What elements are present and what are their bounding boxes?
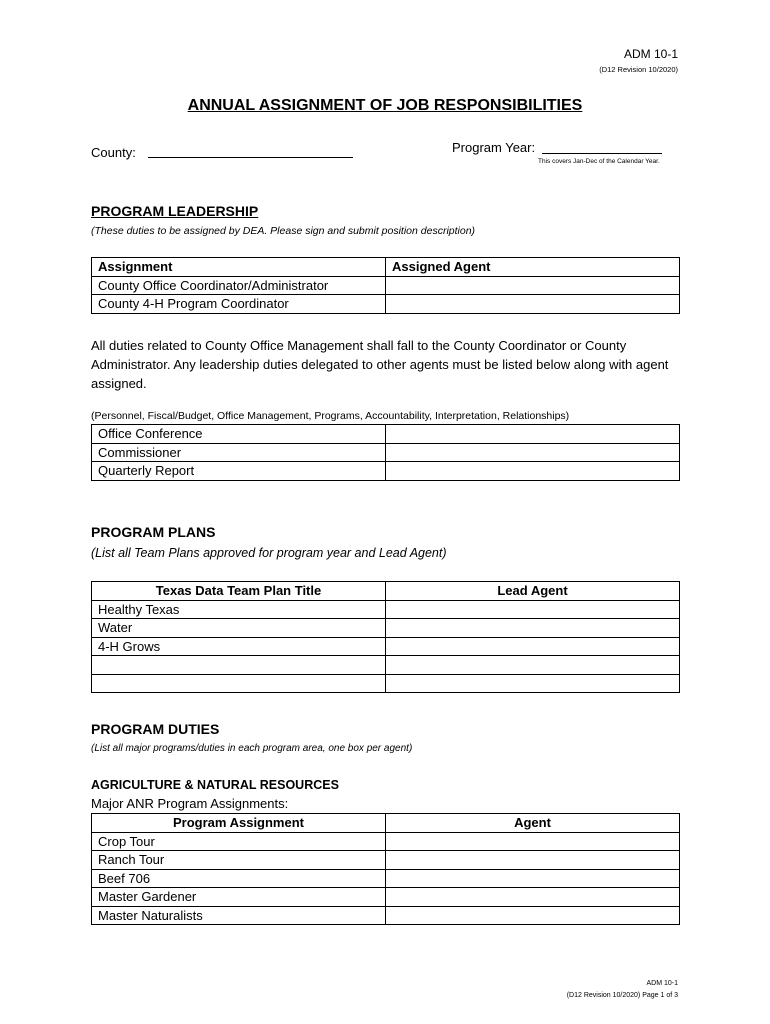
table-row bbox=[92, 832, 680, 851]
agent-cell[interactable] bbox=[386, 888, 680, 907]
duty-cell: Commissioner bbox=[92, 443, 386, 462]
table-row bbox=[92, 462, 680, 481]
revision-label: (D12 Revision 10/2020) bbox=[599, 65, 678, 74]
table-row bbox=[92, 851, 680, 870]
leadership-table bbox=[91, 257, 680, 314]
program-year-label: Program Year: bbox=[452, 140, 536, 155]
assignment-cell: Master Naturalists bbox=[92, 906, 386, 925]
plan-title-cell: 4-H Grows bbox=[92, 637, 386, 656]
table-header-row bbox=[92, 582, 680, 601]
assignment-cell: Ranch Tour bbox=[92, 851, 386, 870]
agent-cell[interactable] bbox=[386, 619, 680, 638]
table-row bbox=[92, 443, 680, 462]
column-header-plan-title: Texas Data Team Plan Title bbox=[92, 582, 386, 601]
agent-cell[interactable] bbox=[386, 869, 680, 888]
form-id: ADM 10-1 bbox=[623, 47, 678, 61]
assignment-cell: County Office Coordinator/Administrator bbox=[92, 276, 386, 295]
agent-cell[interactable] bbox=[386, 656, 680, 675]
agent-cell[interactable] bbox=[386, 600, 680, 619]
page-title: ANNUAL ASSIGNMENT OF JOB RESPONSIBILITIES bbox=[187, 97, 583, 114]
plans-table bbox=[91, 581, 680, 693]
assignment-cell: Beef 706 bbox=[92, 869, 386, 888]
footer-form-id: ADM 10-1 bbox=[646, 980, 678, 987]
plan-title-cell[interactable] bbox=[92, 656, 386, 675]
program-year-field[interactable] bbox=[542, 153, 662, 154]
agent-cell[interactable] bbox=[386, 276, 680, 295]
plans-heading: PROGRAM PLANS bbox=[91, 524, 216, 540]
column-header-program-assignment: Program Assignment bbox=[92, 814, 386, 833]
area-title: AGRICULTURE & NATURAL RESOURCES bbox=[91, 778, 339, 792]
assignment-cell: Master Gardener bbox=[92, 888, 386, 907]
table-header-row bbox=[92, 814, 680, 833]
table-row bbox=[92, 674, 680, 693]
duties-note: (List all major programs/duties in each program area, one box per agent) bbox=[91, 743, 413, 754]
table-row bbox=[92, 656, 680, 675]
table-header-row bbox=[92, 258, 680, 277]
table-row bbox=[92, 637, 680, 656]
plan-title-cell: Healthy Texas bbox=[92, 600, 386, 619]
agent-cell[interactable] bbox=[386, 851, 680, 870]
duty-cell: Quarterly Report bbox=[92, 462, 386, 481]
county-field[interactable] bbox=[148, 157, 353, 158]
duty-cell: Office Conference bbox=[92, 425, 386, 444]
area-subtitle: Major ANR Program Assignments: bbox=[91, 796, 289, 811]
duties-table bbox=[91, 813, 680, 925]
duties-heading: PROGRAM DUTIES bbox=[91, 721, 220, 737]
agent-cell[interactable] bbox=[386, 674, 680, 693]
county-label: County: bbox=[91, 145, 136, 160]
agent-cell[interactable] bbox=[386, 832, 680, 851]
footer-page-number: (D12 Revision 10/2020) Page 1 of 3 bbox=[566, 992, 678, 999]
column-header-assigned-agent: Assigned Agent bbox=[386, 258, 680, 277]
table-row bbox=[92, 888, 680, 907]
column-header-lead-agent: Lead Agent bbox=[386, 582, 680, 601]
column-header-assignment: Assignment bbox=[92, 258, 386, 277]
leadership-duties-table bbox=[91, 424, 680, 481]
agent-cell[interactable] bbox=[386, 443, 680, 462]
leadership-heading: PROGRAM LEADERSHIP bbox=[91, 203, 259, 219]
assignment-cell: Crop Tour bbox=[92, 832, 386, 851]
table-row bbox=[92, 425, 680, 444]
table-row bbox=[92, 869, 680, 888]
assignment-cell: County 4-H Program Coordinator bbox=[92, 295, 386, 314]
program-year-note: This covers Jan-Dec of the Calendar Year. bbox=[538, 158, 660, 165]
agent-cell[interactable] bbox=[386, 906, 680, 925]
agent-cell[interactable] bbox=[386, 295, 680, 314]
plans-note: (List all Team Plans approved for program year and Lead Agent) bbox=[91, 546, 447, 560]
agent-cell[interactable] bbox=[386, 462, 680, 481]
column-header-agent: Agent bbox=[386, 814, 680, 833]
table-row bbox=[92, 295, 680, 314]
agent-cell[interactable] bbox=[386, 637, 680, 656]
agent-cell[interactable] bbox=[386, 425, 680, 444]
table-row bbox=[92, 600, 680, 619]
table-row bbox=[92, 619, 680, 638]
duties-categories-note: (Personnel, Fiscal/Budget, Office Management, Programs, Accountability, Interpretation, Relationships) bbox=[91, 410, 570, 422]
plan-title-cell[interactable] bbox=[92, 674, 386, 693]
plan-title-cell: Water bbox=[92, 619, 386, 638]
leadership-note: (These duties to be assigned by DEA. Please sign and submit position description) bbox=[91, 225, 476, 237]
table-row bbox=[92, 906, 680, 925]
leadership-paragraph: All duties related to County Office Management shall fall to the County Coordinator or County Administrator. Any leadership duties delegated to other agents must be listed below along with agent assigned. bbox=[91, 338, 669, 391]
table-row bbox=[92, 276, 680, 295]
